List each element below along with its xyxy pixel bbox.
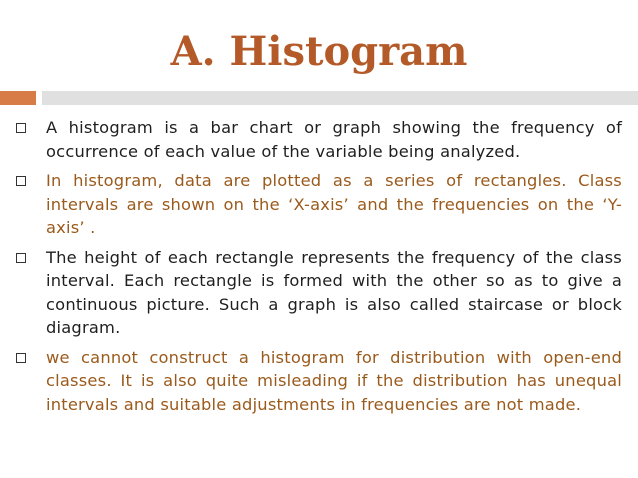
square-bullet-icon	[16, 253, 26, 263]
bullet-text: The height of each rectangle represents the frequency of the class interval. Each rectangle is formed with the other so as to give a continuous picture. Such a graph is also called staircase or block diagram.	[46, 247, 622, 337]
square-bullet-icon	[16, 353, 26, 363]
bullet-list	[16, 116, 622, 422]
bullet-text: we cannot construct a histogram for distribution with open-end classes. It is also quite misleading if the distribution has unequal intervals and suitable adjustments in frequencies are not made.	[46, 347, 622, 414]
bullet-text: In histogram, data are plotted as a series of rectangles. Class intervals are shown on the ‘X-axis’ and the frequencies on the ‘Y-axis’ .	[46, 171, 622, 237]
square-bullet-icon	[16, 123, 26, 133]
title-divider-bar	[42, 91, 638, 105]
title-accent-bar	[0, 91, 36, 105]
bullet-item	[16, 169, 622, 240]
bullet-item	[16, 116, 622, 163]
square-bullet-icon	[16, 176, 26, 186]
bullet-text: A histogram is a bar chart or graph showing the frequency of occurrence of each value of the variable being analyzed.	[46, 118, 622, 161]
bullet-item	[16, 246, 622, 340]
slide-title: A. Histogram	[170, 28, 468, 75]
bullet-item	[16, 346, 622, 417]
